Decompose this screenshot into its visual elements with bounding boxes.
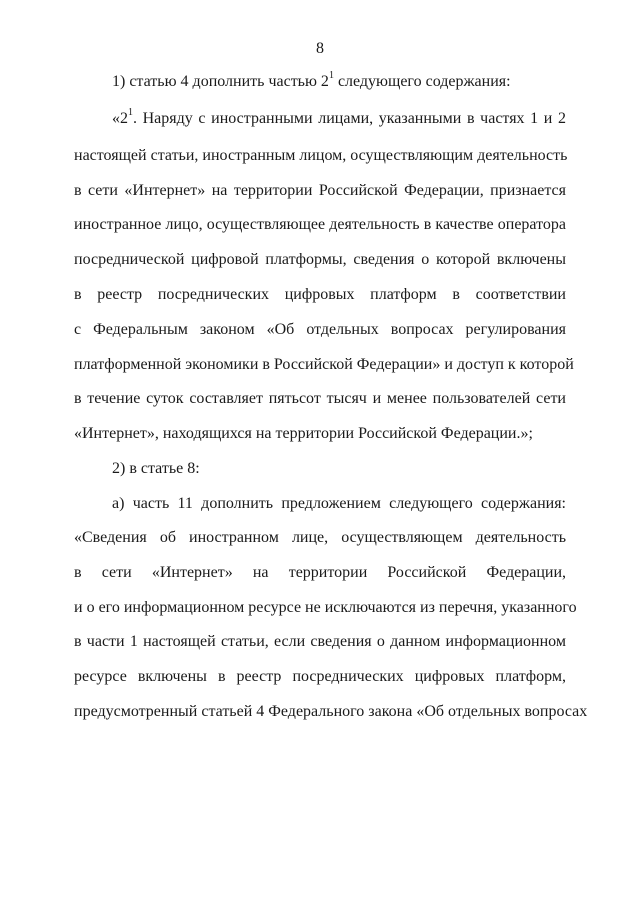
paragraph-line xyxy=(112,69,566,92)
text-segment: «2 xyxy=(112,110,128,127)
superscript: 1 xyxy=(128,106,133,118)
paragraph-line xyxy=(112,106,566,129)
page-number: 8 xyxy=(316,40,324,57)
paragraph-line: в части 1 настоящей статьи, если сведения о данном информационном xyxy=(74,633,566,650)
superscript: 1 xyxy=(328,69,334,81)
paragraph-line: и о его информационном ресурсе не исключаются из перечня, указанного xyxy=(74,599,577,616)
paragraph-line: в сети «Интернет» на территории Российской Федерации, xyxy=(74,564,566,581)
paragraph-line: 2) в статье 8: xyxy=(112,460,200,477)
text-segment: следующего содержания: xyxy=(333,73,511,90)
paragraph-line: платформенной экономики в Российской Федерации» и доступ к которой xyxy=(74,356,574,373)
paragraph-line: ресурсе включены в реестр посреднических цифровых платформ, xyxy=(74,668,566,685)
text-segment: . Наряду с иностранными лицами, указанными в частях 1 и 2 xyxy=(133,110,566,127)
paragraph-line: «Интернет», находящихся на территории Российской Федерации.»; xyxy=(74,425,533,442)
paragraph-line: в реестр посреднических цифровых платформ в соответствии xyxy=(74,286,566,303)
paragraph-line: иностранное лицо, осуществляющее деятельность в качестве оператора xyxy=(74,216,566,233)
paragraph-line: предусмотренный статьей 4 Федерального закона «Об отдельных вопросах xyxy=(74,703,588,720)
paragraph-line: «Сведения об иностранном лице, осуществляющем деятельность xyxy=(74,529,566,546)
paragraph-line: в течение суток составляет пятьсот тысяч и менее пользователей сети xyxy=(74,390,566,407)
paragraph-line: а) часть 11 дополнить предложением следующего содержания: xyxy=(112,495,566,512)
text-segment: 1) статью 4 дополнить частью 2 xyxy=(112,73,329,90)
paragraph-line: настоящей статьи, иностранным лицом, осуществляющим деятельность xyxy=(74,147,568,164)
paragraph-line: в сети «Интернет» на территории Российской Федерации, признается xyxy=(74,182,566,199)
paragraph-line: с Федеральным законом «Об отдельных вопросах регулирования xyxy=(74,321,566,338)
paragraph-line: посреднической цифровой платформы, сведения о которой включены xyxy=(74,251,566,268)
